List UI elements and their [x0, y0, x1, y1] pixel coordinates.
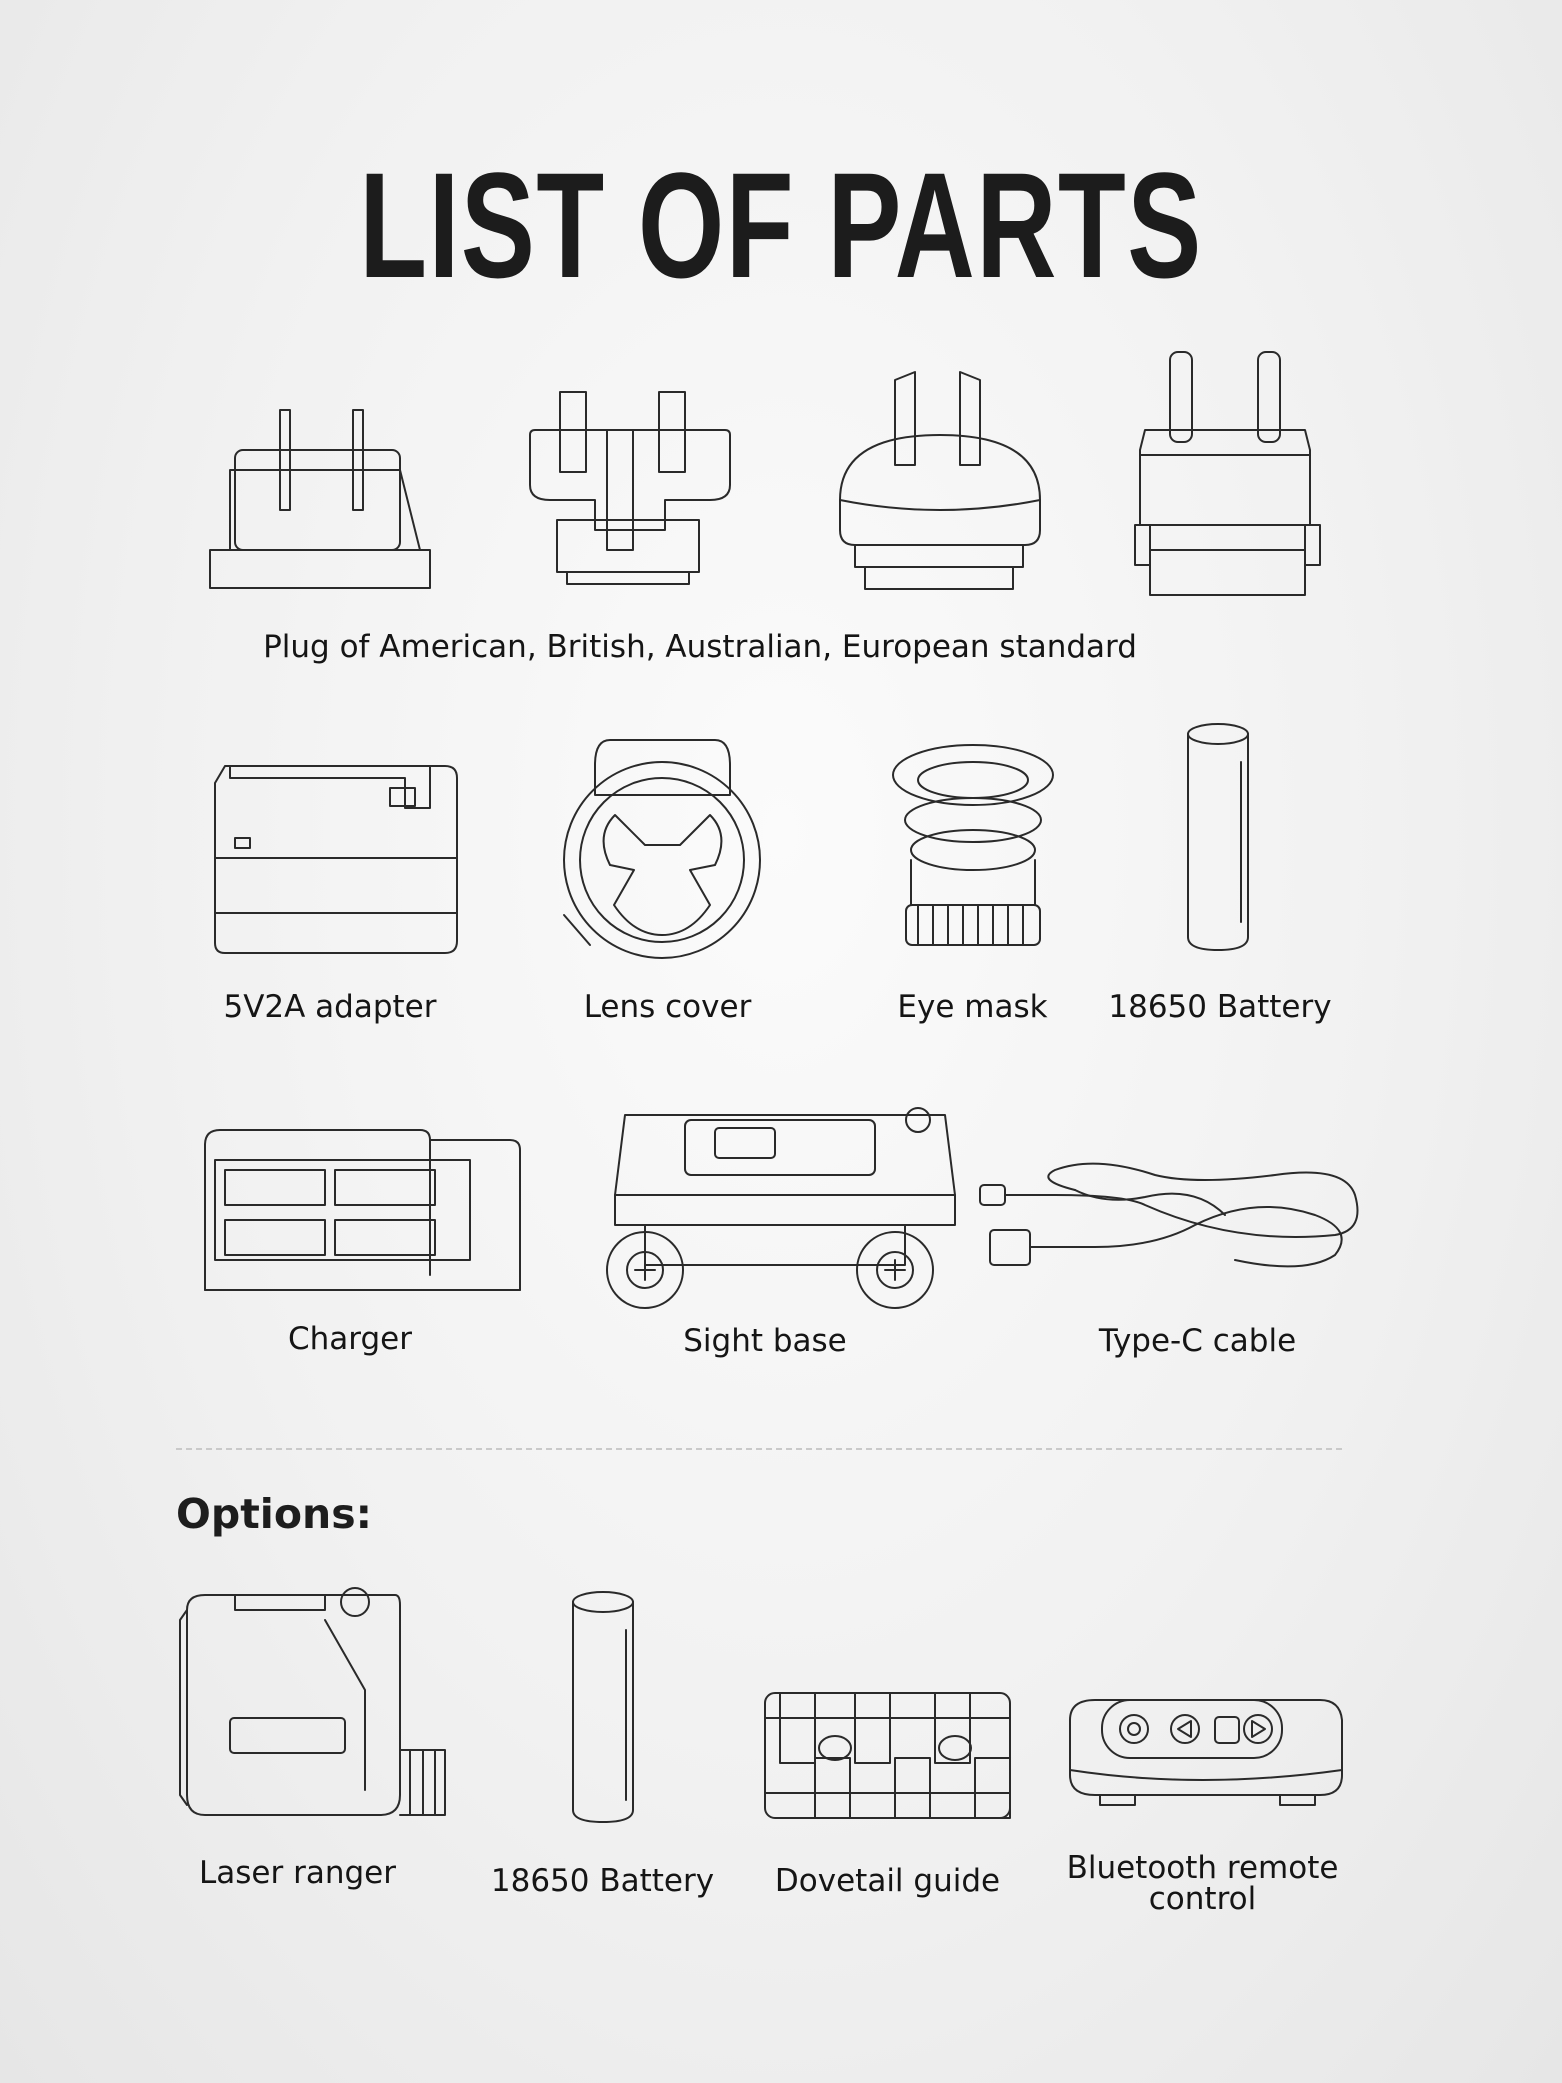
- remote-control-icon: [1060, 1690, 1350, 1810]
- us-plug-icon: [205, 400, 435, 600]
- battery-label: 18650 Battery: [1108, 989, 1332, 1025]
- dovetail-guide-icon: [760, 1688, 1015, 1823]
- adapter-icon: [205, 758, 465, 958]
- eu-plug-icon: [1130, 350, 1320, 610]
- lens-cover-label: Lens cover: [583, 989, 752, 1025]
- eye-mask-label: Eye mask: [897, 989, 1048, 1025]
- sight-base-label: Sight base: [683, 1323, 847, 1359]
- page-title: LIST OF PARTS: [359, 141, 1203, 309]
- uk-plug-icon: [525, 390, 735, 590]
- adapter-label: 5V2A adapter: [223, 989, 437, 1025]
- laser-ranger-icon: [175, 1590, 460, 1825]
- plugs-label: Plug of American, British, Australian, European standard: [263, 629, 1137, 665]
- bluetooth-remote-label: Bluetooth remote control: [1066, 1850, 1339, 1917]
- sight-base-icon: [605, 1100, 960, 1315]
- option-battery-label: 18650 Battery: [490, 1863, 715, 1899]
- charger-label: Charger: [288, 1321, 412, 1357]
- options-heading: Options:: [176, 1490, 373, 1538]
- type-c-cable-label: Type-C cable: [1098, 1323, 1297, 1359]
- charger-icon: [200, 1125, 525, 1295]
- cable-icon: [975, 1135, 1370, 1280]
- laser-ranger-label: Laser ranger: [199, 1855, 396, 1891]
- eye-mask-icon: [888, 740, 1058, 960]
- au-plug-icon: [835, 370, 1045, 600]
- dovetail-guide-label: Dovetail guide: [774, 1863, 1001, 1899]
- battery-icon: [1183, 722, 1253, 958]
- lens-cover-icon: [550, 735, 775, 965]
- section-divider: [176, 1448, 1342, 1450]
- option-battery-icon: [568, 1590, 638, 1830]
